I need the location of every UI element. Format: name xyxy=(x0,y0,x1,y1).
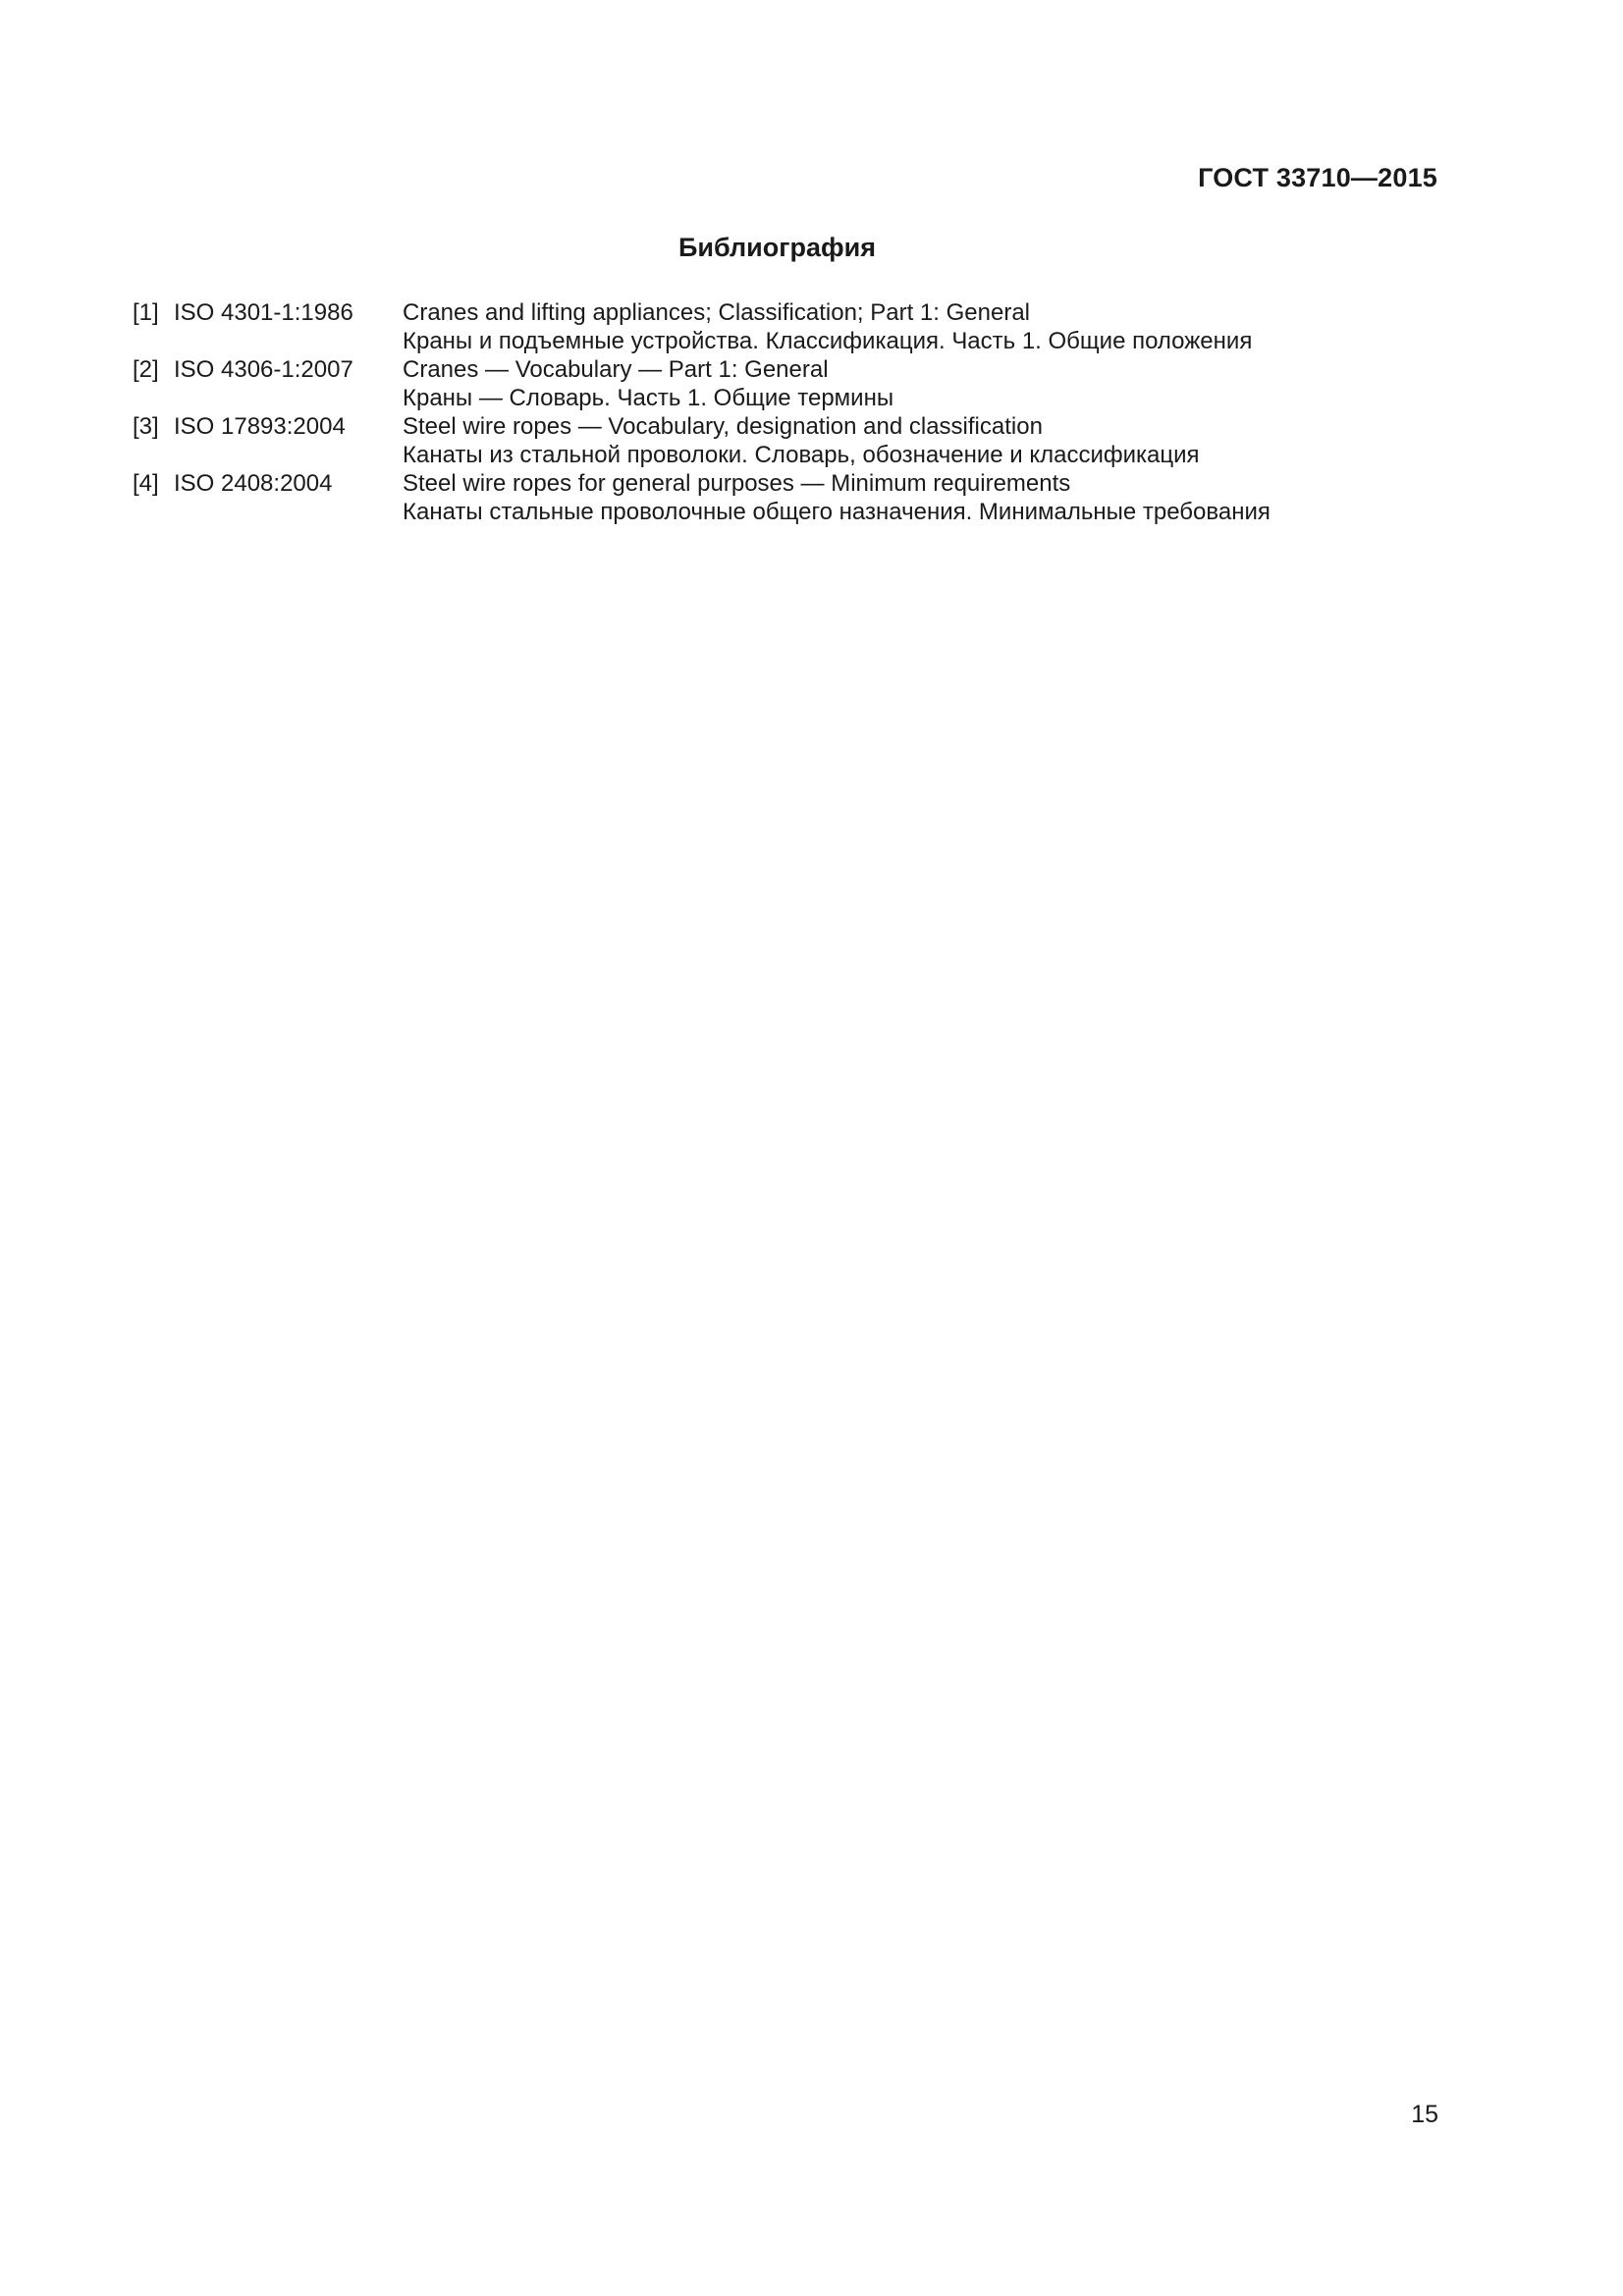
entry-titles xyxy=(403,469,1409,526)
bibliography-title: Библиография xyxy=(678,233,876,262)
bibliography-entry xyxy=(133,412,1409,469)
title-english: Cranes and lifting appliances; Classification; Part 1: General xyxy=(403,299,1030,326)
page-number: 15 xyxy=(1411,2101,1438,2128)
standard-code: ISO 2408:2004 xyxy=(174,470,333,497)
bibliography-entry xyxy=(133,469,1409,526)
standard-code: ISO 4301-1:1986 xyxy=(174,299,353,326)
title-english: Cranes — Vocabulary — Part 1: General xyxy=(403,356,829,383)
document-code: ГОСТ 33710—2015 xyxy=(1198,163,1437,192)
entry-titles xyxy=(403,355,1409,412)
title-russian: Краны — Словарь. Часть 1. Общие термины xyxy=(403,385,894,411)
bibliography-list xyxy=(133,298,1409,526)
title-english: Steel wire ropes — Vocabulary, designation and classification xyxy=(403,413,1043,440)
standard-code: ISO 17893:2004 xyxy=(174,413,346,440)
entry-number: [1] xyxy=(133,299,159,326)
entry-number: [2] xyxy=(133,356,159,383)
title-russian: Краны и подъемные устройства. Классификация. Часть 1. Общие положения xyxy=(403,328,1253,354)
entry-number: [4] xyxy=(133,470,159,497)
bibliography-entry xyxy=(133,298,1409,355)
title-russian: Канаты из стальной проволоки. Словарь, обозначение и классификация xyxy=(403,442,1200,468)
bibliography-entry xyxy=(133,355,1409,412)
standard-code: ISO 4306-1:2007 xyxy=(174,356,353,383)
title-english: Steel wire ropes for general purposes — Minimum requirements xyxy=(403,470,1071,497)
entry-number: [3] xyxy=(133,413,159,440)
entry-titles xyxy=(403,298,1409,355)
title-russian: Канаты стальные проволочные общего назначения. Минимальные требования xyxy=(403,499,1271,525)
entry-titles xyxy=(403,412,1409,469)
